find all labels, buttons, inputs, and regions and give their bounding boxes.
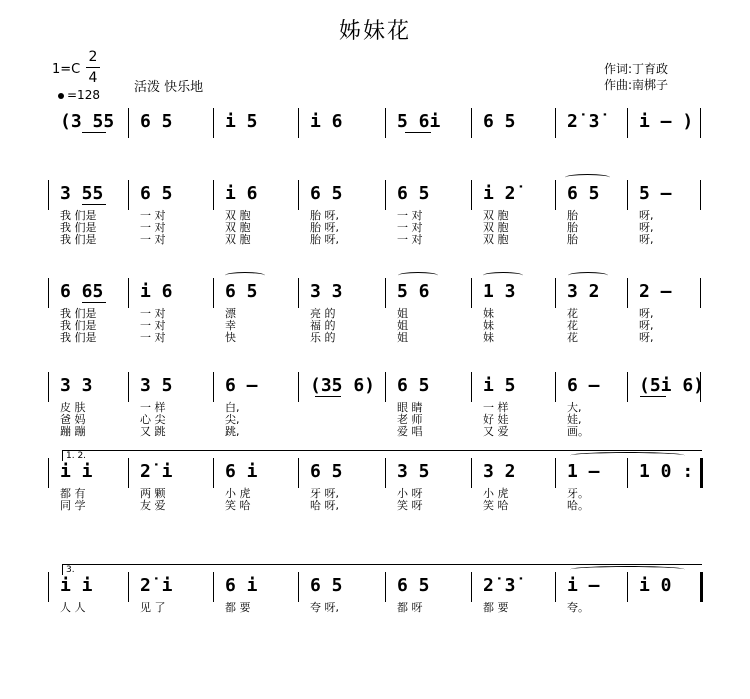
beam-underline xyxy=(315,396,341,397)
barline xyxy=(385,180,386,210)
measure-notes: 2̇ i xyxy=(140,461,173,482)
score-row6 xyxy=(0,565,750,632)
barline xyxy=(471,278,472,308)
measure-notes: 6 i xyxy=(225,461,258,482)
measure-notes: 6 5 xyxy=(397,375,430,396)
lyric-l1: 人 人 xyxy=(60,601,86,614)
measure-notes: 6 – xyxy=(567,375,600,396)
lyric-l2: 笑 哈 xyxy=(483,499,509,512)
measure-notes: 6 5 xyxy=(397,183,430,204)
lyric-l3: 妹 xyxy=(483,331,494,344)
lyric-l2: 双 胞 xyxy=(225,221,251,234)
lyric-l2: 福 的 xyxy=(310,319,336,332)
beam-underline xyxy=(82,132,106,133)
lyric-l1: 夸。 xyxy=(567,601,589,614)
barline xyxy=(627,180,628,210)
barline xyxy=(213,572,214,602)
lyric-l2: 胎 xyxy=(567,221,578,234)
beam-underline xyxy=(82,204,106,205)
score-row2 xyxy=(0,180,750,246)
quarter-note-icon xyxy=(58,93,64,99)
lyric-l3: 爱 唱 xyxy=(397,425,423,438)
tempo-value: =128 xyxy=(67,88,100,102)
lyric-l2: 胎 呀, xyxy=(310,221,339,234)
measure-notes: 3 3 xyxy=(310,281,343,302)
lyric-l1: 胎 xyxy=(567,209,578,222)
barline xyxy=(385,278,386,308)
lyric-l2: 妹 xyxy=(483,319,494,332)
tempo-mark xyxy=(58,88,100,102)
lyric-l3: 蹦 蹦 xyxy=(60,425,86,438)
measure-notes: 6 5 xyxy=(310,183,343,204)
measure-notes: 6 5 xyxy=(483,111,516,132)
lyric-l1: 都 呀 xyxy=(397,601,423,614)
lyric-l3: 画。 xyxy=(567,425,589,438)
barline xyxy=(128,180,129,210)
lyric-l1: 皮 肤 xyxy=(60,401,86,414)
score-row3 xyxy=(0,278,750,344)
lyric-l1: 一 对 xyxy=(140,307,166,320)
lyric-l2: 娃, xyxy=(567,413,582,426)
lyric-l1: 漂 xyxy=(225,307,236,320)
lyric-l1: 妹 xyxy=(483,307,494,320)
barline xyxy=(128,458,129,488)
barline xyxy=(213,180,214,210)
lyric-l1: 双 胞 xyxy=(483,209,509,222)
beam-underline xyxy=(82,302,106,303)
lyric-l2: 姐 xyxy=(397,319,408,332)
lyric-l3: 乐 的 xyxy=(310,331,336,344)
slur xyxy=(225,272,265,279)
measure-notes: i 2̇ xyxy=(483,183,516,204)
measure-notes: (5i 6) xyxy=(639,375,705,396)
lyric-l2: 哈。 xyxy=(567,499,589,512)
lyric-l1: 大, xyxy=(567,401,582,414)
lyric-l1: 呀, xyxy=(639,209,654,222)
lyric-l1: 我 们是 xyxy=(60,209,97,222)
measure-notes: 6 – xyxy=(225,375,258,396)
barline xyxy=(555,108,556,138)
measure-notes: 6 5 xyxy=(140,111,173,132)
lyric-l3: 快 xyxy=(225,331,236,344)
barline xyxy=(471,572,472,602)
lyric-l2: 呀, xyxy=(639,319,654,332)
lyric-l2: 呀, xyxy=(639,221,654,234)
barline xyxy=(213,372,214,402)
lyric-l1: 夸 呀, xyxy=(310,601,339,614)
lyric-l2: 我 们是 xyxy=(60,319,97,332)
measure-notes: 2 – xyxy=(639,281,672,302)
barline xyxy=(385,108,386,138)
measure-notes: 1 3 xyxy=(483,281,516,302)
barline xyxy=(700,458,703,488)
time-signature xyxy=(86,49,100,86)
barline xyxy=(627,572,628,602)
lyric-l3: 呀, xyxy=(639,331,654,344)
lyric-l2: 尖, xyxy=(225,413,240,426)
lyric-l2: 一 对 xyxy=(140,221,166,234)
measure-notes: 3 55 xyxy=(60,183,104,204)
composer: 作曲:南梆子 xyxy=(604,78,669,92)
barline xyxy=(627,372,628,402)
lyric-l2: 幸 xyxy=(225,319,236,332)
measure-notes: 3 5 xyxy=(140,375,173,396)
lyric-l1: 两 颗 xyxy=(140,487,166,500)
lyric-l1: 一 样 xyxy=(483,401,509,414)
beam-underline xyxy=(405,132,431,133)
barline xyxy=(471,372,472,402)
lyric-l2: 一 对 xyxy=(140,319,166,332)
barline xyxy=(298,572,299,602)
lyric-l2: 哈 呀, xyxy=(310,499,339,512)
measure-notes: 1 – xyxy=(567,461,600,482)
lyric-l3: 双 胞 xyxy=(225,233,251,246)
lyric-l1: 见 了 xyxy=(140,601,166,614)
barline xyxy=(48,458,49,488)
barline xyxy=(627,108,628,138)
score-row5 xyxy=(0,451,750,518)
measure-notes: i – xyxy=(567,575,600,596)
barline xyxy=(213,458,214,488)
barline xyxy=(128,372,129,402)
barline xyxy=(128,278,129,308)
barline xyxy=(471,180,472,210)
lyric-l1: 小 虎 xyxy=(483,487,509,500)
lyric-l2: 双 胞 xyxy=(483,221,509,234)
barline xyxy=(385,458,386,488)
lyric-l2: 一 对 xyxy=(397,221,423,234)
barline xyxy=(128,572,129,602)
slur xyxy=(483,272,523,279)
barline xyxy=(298,180,299,210)
lyric-l3: 我 们是 xyxy=(60,233,97,246)
measure-notes: 3 3 xyxy=(60,375,93,396)
time-bottom: 4 xyxy=(88,70,98,86)
lyric-l1: 白, xyxy=(225,401,240,414)
expression-mark: 活泼 快乐地 xyxy=(134,80,204,95)
measure-notes: 6 5 xyxy=(397,575,430,596)
lyric-l1: 亮 的 xyxy=(310,307,336,320)
lyric-l1: 眼 睛 xyxy=(397,401,423,414)
lyric-l1: 牙 呀, xyxy=(310,487,339,500)
barline xyxy=(555,278,556,308)
measure-notes: i 5 xyxy=(225,111,258,132)
beam-underline xyxy=(640,396,666,397)
barline xyxy=(627,458,628,488)
measure-notes: 6 5 xyxy=(140,183,173,204)
barline xyxy=(48,180,49,210)
lyric-l3: 又 爱 xyxy=(483,425,509,438)
measure-notes: i 5 xyxy=(483,375,516,396)
lyric-l1: 小 虎 xyxy=(225,487,251,500)
lyric-l3: 一 对 xyxy=(397,233,423,246)
barline xyxy=(471,108,472,138)
lyric-l1: 小 呀 xyxy=(397,487,423,500)
measure-notes: 3 2 xyxy=(567,281,600,302)
barline xyxy=(555,458,556,488)
barline xyxy=(48,278,49,308)
barline xyxy=(627,278,628,308)
barline xyxy=(298,458,299,488)
lyric-l3: 胎 呀, xyxy=(310,233,339,246)
measure-notes: (35 6) xyxy=(310,375,376,396)
lyric-l1: 都 要 xyxy=(225,601,251,614)
page-title: 姊妹花 xyxy=(338,19,411,44)
lyric-l3: 一 对 xyxy=(140,331,166,344)
barline xyxy=(700,108,701,138)
measure-notes: (3 55 xyxy=(60,111,115,132)
time-top: 2 xyxy=(88,49,98,65)
lyric-l3: 一 对 xyxy=(140,233,166,246)
measure-notes: 6 5 xyxy=(310,575,343,596)
measure-notes: 2̇ i xyxy=(140,575,173,596)
barline xyxy=(555,572,556,602)
lyric-l1: 我 们是 xyxy=(60,307,97,320)
lyric-l1: 呀, xyxy=(639,307,654,320)
lyric-l2: 心 尖 xyxy=(140,413,166,426)
measure-notes: i 6 xyxy=(140,281,173,302)
slur xyxy=(570,452,685,459)
lyric-l3: 胎 xyxy=(567,233,578,246)
slur xyxy=(398,272,438,279)
measure-notes: 3 2 xyxy=(483,461,516,482)
lyric-l3: 呀, xyxy=(639,233,654,246)
lyric-l1: 双 胞 xyxy=(225,209,251,222)
barline xyxy=(471,458,472,488)
barline xyxy=(700,180,701,210)
barline xyxy=(385,372,386,402)
lyric-l2: 笑 哈 xyxy=(225,499,251,512)
barline xyxy=(298,278,299,308)
lyric-l3: 跳, xyxy=(225,425,240,438)
lyric-l1: 都 要 xyxy=(483,601,509,614)
slur xyxy=(565,174,610,181)
measure-notes: i i xyxy=(60,575,93,596)
volta-bracket: 1. 2. xyxy=(62,450,702,461)
measure-notes: 5 6i xyxy=(397,111,441,132)
measure-notes: 6 5 xyxy=(225,281,258,302)
measure-notes: 2̇ 3̇ xyxy=(567,111,600,132)
measure-notes: 6 65 xyxy=(60,281,104,302)
lyric-l3: 双 胞 xyxy=(483,233,509,246)
measure-notes: i 6 xyxy=(225,183,258,204)
measure-notes: 5 6 xyxy=(397,281,430,302)
measure-notes: 6 5 xyxy=(310,461,343,482)
barline xyxy=(700,572,703,602)
lyric-l2: 友 爱 xyxy=(140,499,166,512)
volta-bracket: 3. xyxy=(62,564,702,575)
lyric-l1: 一 对 xyxy=(397,209,423,222)
barline xyxy=(555,372,556,402)
lyric-l3: 姐 xyxy=(397,331,408,344)
measure-notes: 6 5 xyxy=(567,183,600,204)
measure-notes: i i xyxy=(60,461,93,482)
key-signature: 1=C xyxy=(52,62,81,77)
lyric-l2: 花 xyxy=(567,319,578,332)
slur xyxy=(570,566,685,573)
lyric-l1: 姐 xyxy=(397,307,408,320)
lyricist: 作词:丁育政 xyxy=(604,62,669,76)
measure-notes: i 6 xyxy=(310,111,343,132)
lyric-l1: 牙。 xyxy=(567,487,589,500)
lyric-l1: 都 有 xyxy=(60,487,86,500)
lyric-l2: 爸 妈 xyxy=(60,413,86,426)
measure-notes: 2̇ 3̇ xyxy=(483,575,516,596)
measure-notes: i – ) xyxy=(639,111,694,132)
barline xyxy=(555,180,556,210)
slur xyxy=(568,272,608,279)
score-row4 xyxy=(0,372,750,438)
lyric-l2: 好 娃 xyxy=(483,413,509,426)
measure-notes: 5 – xyxy=(639,183,672,204)
barline xyxy=(700,278,701,308)
measure-notes: i 0 xyxy=(639,575,672,596)
barline xyxy=(298,372,299,402)
lyric-l3: 花 xyxy=(567,331,578,344)
barline xyxy=(48,372,49,402)
barline xyxy=(213,108,214,138)
lyric-l3: 又 跳 xyxy=(140,425,166,438)
lyric-l2: 我 们是 xyxy=(60,221,97,234)
lyric-l2: 老 师 xyxy=(397,413,423,426)
lyric-l3: 我 们是 xyxy=(60,331,97,344)
barline xyxy=(213,278,214,308)
score-row1 xyxy=(0,108,750,168)
measure-notes: 6 i xyxy=(225,575,258,596)
barline xyxy=(298,108,299,138)
barline xyxy=(48,572,49,602)
measure-notes: 1 0 : xyxy=(639,461,694,482)
lyric-l1: 一 样 xyxy=(140,401,166,414)
lyric-l1: 花 xyxy=(567,307,578,320)
lyric-l2: 同 学 xyxy=(60,499,86,512)
barline xyxy=(128,108,129,138)
measure-notes: 3 5 xyxy=(397,461,430,482)
barline xyxy=(385,572,386,602)
lyric-l2: 笑 呀 xyxy=(397,499,423,512)
lyric-l1: 一 对 xyxy=(140,209,166,222)
lyric-l1: 胎 呀, xyxy=(310,209,339,222)
